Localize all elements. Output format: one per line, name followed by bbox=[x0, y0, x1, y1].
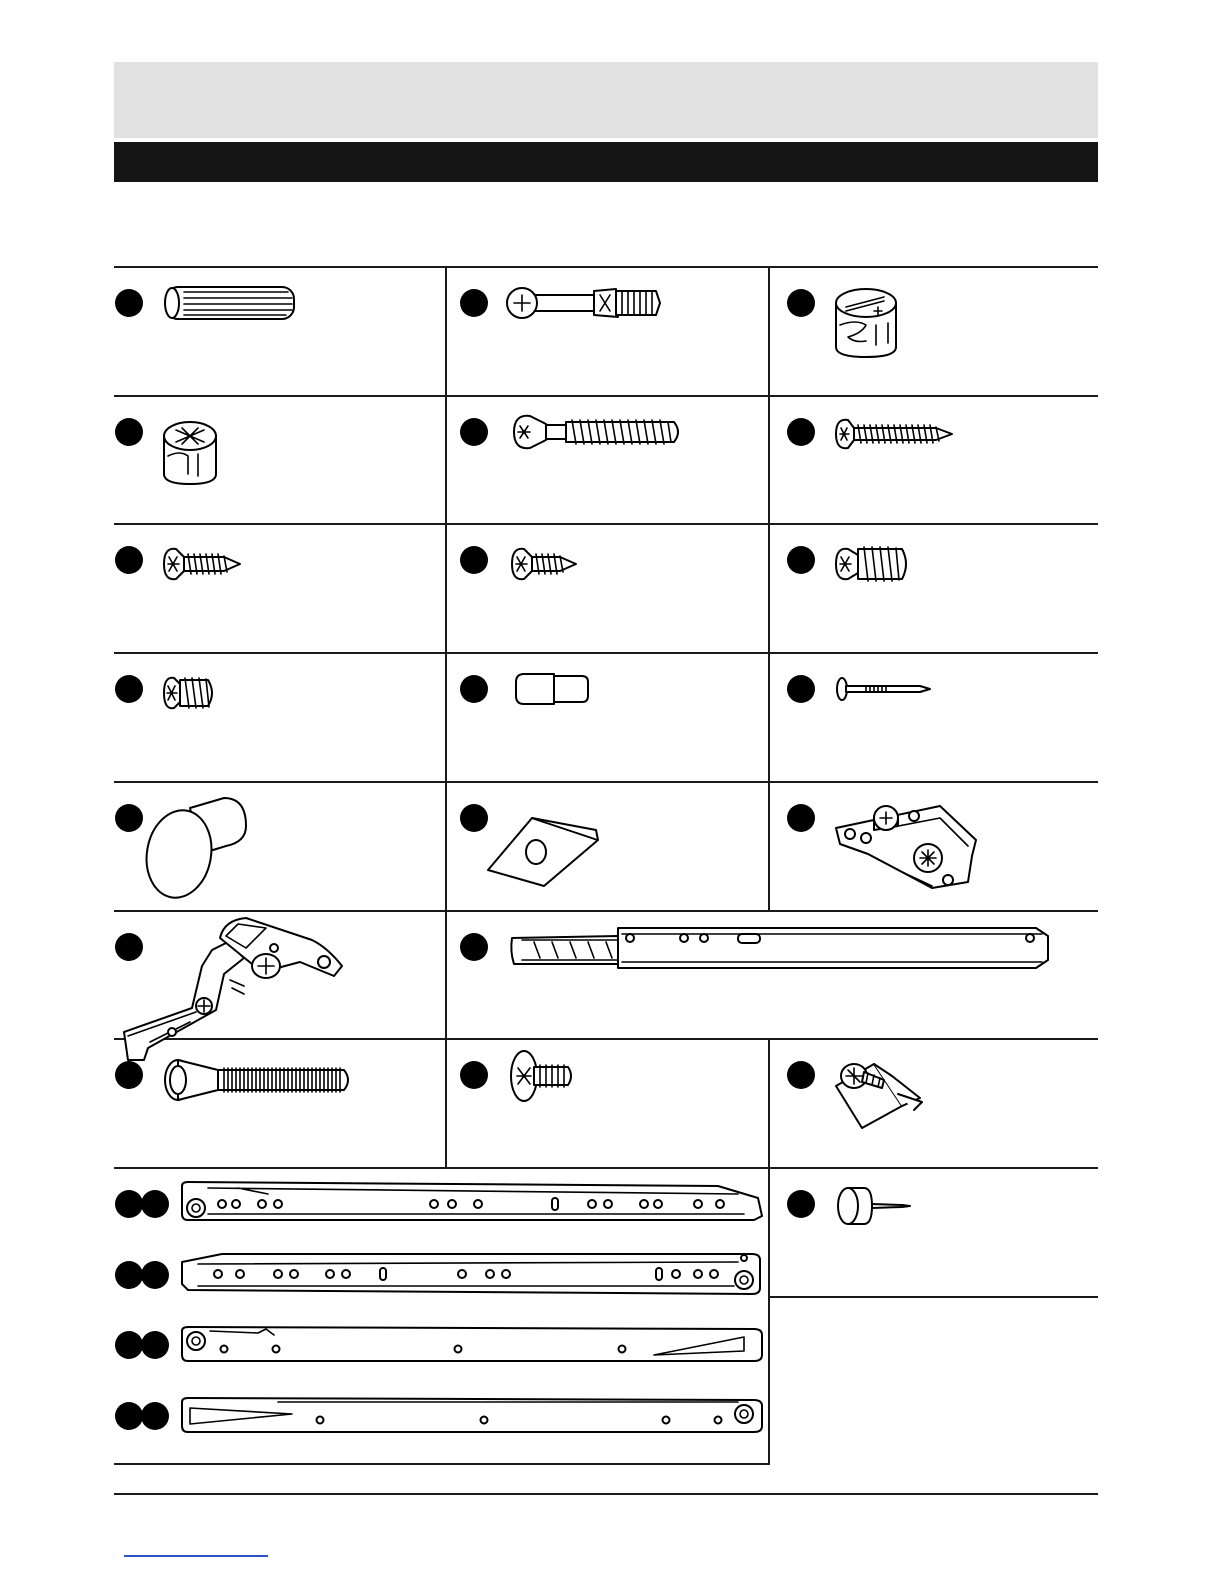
euro-screw-small-icon bbox=[160, 672, 218, 714]
grid-line bbox=[114, 1167, 1098, 1169]
cam-bolt-icon bbox=[504, 283, 664, 323]
drawer-runner-2-icon bbox=[178, 1250, 764, 1298]
medium-wood-screw-icon bbox=[160, 543, 244, 585]
part-badge-a bbox=[115, 289, 143, 317]
wood-dowel-icon bbox=[160, 284, 300, 322]
grid-line bbox=[114, 395, 1098, 397]
part-badge-s bbox=[460, 1061, 488, 1089]
drawer-runner-4-icon bbox=[178, 1396, 764, 1438]
part-badge-c bbox=[787, 289, 815, 317]
footer-rule bbox=[114, 1493, 1098, 1495]
grid-line bbox=[114, 523, 1098, 525]
part-badge-l bbox=[787, 675, 815, 703]
part-badge-y bbox=[787, 1190, 815, 1218]
part-badge-v1 bbox=[115, 1261, 143, 1289]
screw-in-bracket-icon bbox=[832, 1058, 928, 1132]
part-badge-w1 bbox=[115, 1331, 143, 1359]
part-badge-m bbox=[115, 804, 143, 832]
cabinet-hinge-icon bbox=[120, 914, 350, 1062]
knob-icon bbox=[142, 794, 252, 904]
part-badge-v2 bbox=[141, 1261, 169, 1289]
short-wood-screw-icon bbox=[508, 543, 580, 585]
machine-screw-icon bbox=[506, 1048, 576, 1104]
grid-line bbox=[768, 266, 770, 910]
part-badge-u2 bbox=[141, 1190, 169, 1218]
part-badge-t bbox=[787, 1061, 815, 1089]
part-badge-o bbox=[787, 804, 815, 832]
part-badge-q bbox=[460, 933, 488, 961]
grid-line bbox=[114, 652, 1098, 654]
grid-line bbox=[114, 910, 1098, 912]
grid-line bbox=[114, 781, 1098, 783]
nail-icon bbox=[834, 675, 934, 703]
part-badge-h bbox=[460, 546, 488, 574]
cam-lock-small-icon bbox=[160, 418, 220, 488]
grid-line bbox=[114, 1463, 770, 1465]
part-badge-b bbox=[460, 289, 488, 317]
footer-link[interactable] bbox=[124, 1555, 268, 1557]
drawer-runner-1-icon bbox=[178, 1180, 764, 1226]
header-title-bar bbox=[114, 62, 1098, 138]
part-badge-u1 bbox=[115, 1190, 143, 1218]
header-subtitle-bar bbox=[114, 142, 1098, 182]
grid-line bbox=[445, 910, 447, 1168]
part-badge-d bbox=[115, 418, 143, 446]
long-wood-screw-icon bbox=[832, 414, 956, 454]
part-badge-i bbox=[787, 546, 815, 574]
cam-lock-large-icon bbox=[832, 285, 902, 361]
part-badge-j bbox=[115, 675, 143, 703]
felt-pad-nail-icon bbox=[834, 1184, 914, 1228]
part-badge-k bbox=[460, 675, 488, 703]
part-badge-e bbox=[460, 418, 488, 446]
part-badge-g bbox=[115, 546, 143, 574]
part-badge-x2 bbox=[141, 1402, 169, 1430]
part-badge-w2 bbox=[141, 1331, 169, 1359]
grid-line bbox=[769, 1296, 1098, 1298]
corner-block-icon bbox=[484, 812, 604, 890]
telescopic-slide-icon bbox=[508, 924, 1054, 972]
handle-bolt-icon bbox=[160, 1056, 356, 1104]
euro-screw-large-icon bbox=[832, 543, 912, 585]
part-badge-r bbox=[115, 1061, 143, 1089]
grid-line bbox=[114, 266, 1098, 268]
confirmat-screw-icon bbox=[506, 410, 686, 454]
part-badge-x1 bbox=[115, 1402, 143, 1430]
drawer-runner-3-icon bbox=[178, 1325, 764, 1367]
grid-line bbox=[768, 1038, 770, 1464]
shelf-pin-icon bbox=[510, 670, 590, 710]
part-badge-f bbox=[787, 418, 815, 446]
grid-line bbox=[445, 266, 447, 910]
hinge-mounting-plate-icon bbox=[828, 800, 988, 892]
